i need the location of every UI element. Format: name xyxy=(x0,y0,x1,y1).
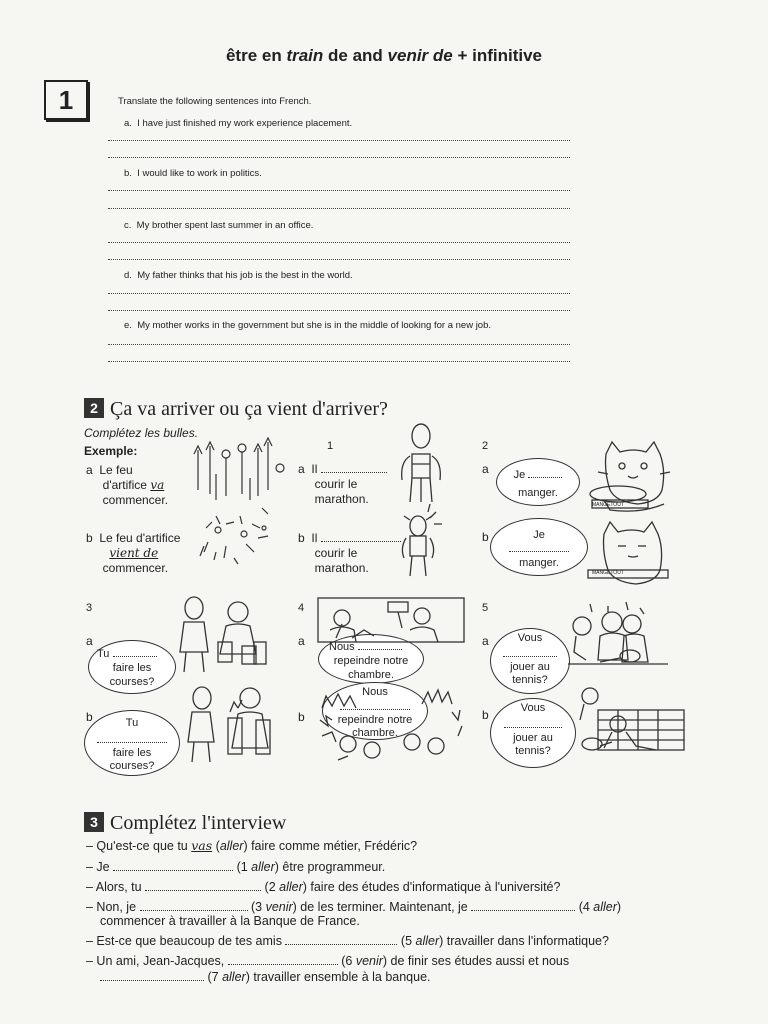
q1-number: 1 xyxy=(327,440,334,452)
sign-a: MANGETOUT xyxy=(592,502,624,508)
blank-3 xyxy=(140,900,248,911)
interview-line-5: – Est-ce que beaucoup de tes amis (5 aller) travailler dans l'informatique? xyxy=(86,934,609,948)
blank-7 xyxy=(100,970,204,981)
blank-4 xyxy=(471,900,575,911)
section-1-number: 1 xyxy=(44,80,88,120)
q2-b-bubble: Je manger. xyxy=(490,518,588,576)
blank-2 xyxy=(145,880,261,891)
example-b: b Le feu d'artifice vient de commencer. xyxy=(86,531,181,575)
tennis-illustration xyxy=(568,600,686,770)
blank-1 xyxy=(113,860,233,871)
section-1-instruction: Translate the following sentences into French. xyxy=(118,96,312,107)
interview-line-6: – Un ami, Jean-Jacques, (6 venir) de finir ses études aussi et nous xyxy=(86,954,570,968)
q2-a-bubble: Je manger. xyxy=(496,458,580,506)
q3-a-bubble: Tu faire les courses? xyxy=(88,640,176,694)
q2-number: 2 xyxy=(482,440,489,452)
q5-b-bubble: Vous jouer au tennis? xyxy=(490,698,576,768)
q5-number: 5 xyxy=(482,602,489,614)
q4-b-bubble: Nous repeindre notre chambre. xyxy=(322,682,428,740)
cat-illustration xyxy=(588,440,670,580)
q1-a: a Il courir le marathon. xyxy=(298,462,387,507)
q1-b: b Il courir le marathon. xyxy=(298,531,401,576)
q4-a-letter: a xyxy=(298,634,305,648)
q3-b-bubble: Tu faire les courses? xyxy=(84,710,180,776)
interview-line-4: commencer à travailler à la Banque de France. xyxy=(100,914,360,928)
q5-a-bubble: Vous jouer au tennis? xyxy=(490,628,570,694)
section-2-subtitle: Complétez les bulles. xyxy=(84,426,199,440)
shoppers-illustration xyxy=(172,594,272,774)
q5-a-letter: a xyxy=(482,634,489,648)
interview-line-3: – Non, je (3 venir) de les terminer. Maintenant, je (4 aller) xyxy=(86,900,622,914)
blank-6 xyxy=(228,954,338,965)
interview-line-7: (7 aller) travailler ensemble à la banque. xyxy=(100,970,431,984)
interview-line-0: – Qu'est-ce que tu vas (aller) faire comme métier, Frédéric? xyxy=(86,838,418,853)
runner-illustration xyxy=(396,420,446,580)
painting-illustration xyxy=(318,594,468,774)
q2-b-letter: b xyxy=(482,530,489,544)
example-a: a Le feu d'artifice va commencer. xyxy=(86,463,169,507)
q5-b-letter: b xyxy=(482,708,489,722)
q4-a-bubble: Nous repeindre notre chambre. xyxy=(318,634,424,684)
q3-number: 3 xyxy=(86,602,93,614)
section-3-heading: 3 Complétez l'interview xyxy=(84,812,286,835)
q2-a-letter: a xyxy=(482,462,489,476)
blank-5 xyxy=(285,934,397,945)
q4-number: 4 xyxy=(298,602,305,614)
interview-line-1: – Je (1 aller) être programmeur. xyxy=(86,860,386,874)
page-title: être en train de and venir de + infinitive xyxy=(225,46,543,65)
q4-b-letter: b xyxy=(298,710,305,724)
section-2-heading: 2 Ça va arriver ou ça vient d'arriver? xyxy=(84,398,388,421)
q3-b-letter: b xyxy=(86,710,93,724)
example-label: Exemple: xyxy=(84,444,138,458)
q3-a-letter: a xyxy=(86,634,93,648)
sign-b: MANGETOUT xyxy=(592,570,624,576)
fireworks-illustration xyxy=(186,438,286,578)
interview-line-2: – Alors, tu (2 aller) faire des études d'informatique à l'université? xyxy=(86,880,561,894)
